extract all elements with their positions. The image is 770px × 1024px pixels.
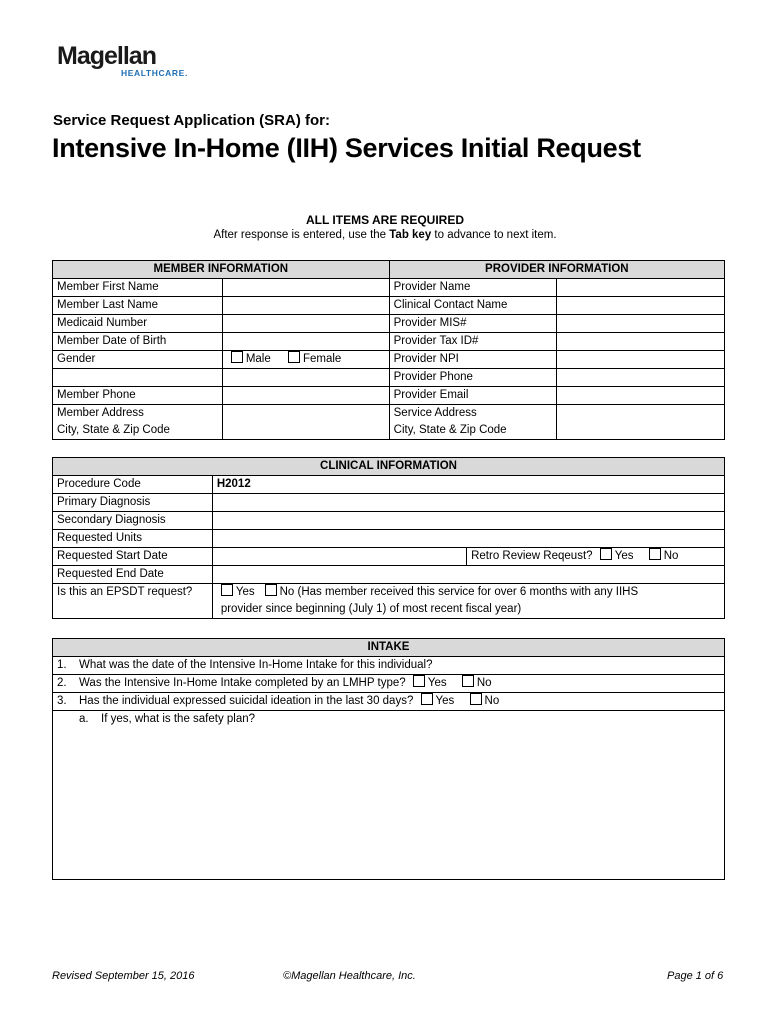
provider-city-label: City, State & Zip Code — [389, 422, 557, 440]
form-title: Intensive In-Home (IIH) Services Initial Request — [52, 133, 641, 163]
procedure-code-field[interactable]: H2012 — [212, 476, 724, 494]
clinical-info-heading: CLINICAL INFORMATION — [53, 458, 725, 476]
provider-name-label: Provider Name — [389, 279, 557, 297]
epsdt-line2: provider since beginning (July 1) of most recent fiscal year) — [220, 603, 522, 615]
epsdt-yes-checkbox[interactable] — [221, 584, 233, 596]
provider-phone-label: Provider Phone — [389, 369, 557, 387]
member-last-name-field[interactable] — [222, 297, 389, 315]
medicaid-number-field[interactable] — [222, 315, 389, 333]
secondary-diagnosis-label: Secondary Diagnosis — [53, 512, 213, 530]
provider-info-heading: PROVIDER INFORMATION — [389, 261, 724, 279]
provider-npi-field[interactable] — [557, 351, 725, 369]
procedure-code-label: Procedure Code — [53, 476, 213, 494]
epsdt-yes-label: Yes — [235, 586, 255, 598]
clinical-contact-label: Clinical Contact Name — [389, 297, 557, 315]
end-date-field[interactable] — [212, 566, 724, 584]
retro-no-checkbox[interactable] — [649, 548, 661, 560]
retro-review-label: Retro Review Reqeust? — [471, 550, 593, 562]
q3-no-checkbox[interactable] — [470, 693, 482, 705]
epsdt-label: Is this an EPSDT request? — [53, 584, 213, 619]
service-address-field[interactable] — [557, 405, 725, 440]
retro-review — [467, 548, 725, 566]
service-address-label: Service Address — [389, 405, 557, 423]
clinical-contact-field[interactable] — [557, 297, 725, 315]
retro-yes-checkbox[interactable] — [600, 548, 612, 560]
intake-q3: 3. Has the individual expressed suicidal ideation in the last 30 days? Yes No — [53, 693, 725, 711]
requested-units-label: Requested Units — [53, 530, 213, 548]
form-subtitle: Service Request Application (SRA) for: — [53, 112, 330, 129]
page-number: Page 1 of 6 — [667, 970, 724, 982]
provider-email-label: Provider Email — [389, 387, 557, 405]
intake-heading: INTAKE — [53, 639, 725, 657]
end-date-label: Requested End Date — [53, 566, 213, 584]
member-address-field[interactable] — [222, 405, 389, 440]
provider-tax-field[interactable] — [557, 333, 725, 351]
retro-yes-label: Yes — [614, 550, 634, 562]
member-first-name-field[interactable] — [222, 279, 389, 297]
female-checkbox[interactable] — [288, 351, 300, 363]
start-date-field[interactable] — [212, 548, 466, 566]
provider-mis-field[interactable] — [557, 315, 725, 333]
safety-plan-field[interactable]: a. If yes, what is the safety plan? — [53, 711, 725, 880]
medicaid-number-label: Medicaid Number — [53, 315, 223, 333]
provider-email-field[interactable] — [557, 387, 725, 405]
member-dob-label: Member Date of Birth — [53, 333, 223, 351]
member-address-label: Member Address — [53, 405, 223, 423]
revised-date: Revised September 15, 2016 — [52, 970, 195, 982]
magellan-logo — [57, 42, 156, 71]
member-last-name-label: Member Last Name — [53, 297, 223, 315]
provider-npi-label: Provider NPI — [389, 351, 557, 369]
primary-diagnosis-label: Primary Diagnosis — [53, 494, 213, 512]
provider-name-field[interactable] — [557, 279, 725, 297]
retro-no-label: No — [663, 550, 679, 562]
intake-table — [52, 638, 725, 880]
member-dob-field[interactable] — [222, 333, 389, 351]
blank-row-field[interactable] — [222, 369, 389, 387]
female-label: Female — [302, 353, 342, 365]
primary-diagnosis-field[interactable] — [212, 494, 724, 512]
member-provider-table — [52, 260, 725, 440]
requested-units-field[interactable] — [212, 530, 724, 548]
start-date-label: Requested Start Date — [53, 548, 213, 566]
gender-label: Gender — [53, 351, 223, 369]
intake-q1[interactable]: 1. What was the date of the Intensive In-Home Intake for this individual? — [53, 657, 725, 675]
provider-tax-label: Provider Tax ID# — [389, 333, 557, 351]
member-phone-label: Member Phone — [53, 387, 223, 405]
member-city-label: City, State & Zip Code — [53, 422, 223, 440]
clinical-table — [52, 457, 725, 619]
q2-no-checkbox[interactable] — [462, 675, 474, 687]
epsdt-no-text: No (Has member received this service for over 6 months with any IIHS — [279, 586, 639, 598]
q2-yes-checkbox[interactable] — [413, 675, 425, 687]
member-info-heading: MEMBER INFORMATION — [53, 261, 390, 279]
tab-instruction: After response is entered, use the Tab key to advance to next item. — [213, 229, 557, 241]
q3-yes-checkbox[interactable] — [421, 693, 433, 705]
male-checkbox[interactable] — [231, 351, 243, 363]
provider-phone-field[interactable] — [557, 369, 725, 387]
copyright: ©Magellan Healthcare, Inc. — [283, 970, 416, 982]
logo-sub: HEALTHCARE. — [121, 68, 188, 78]
blank-row-label — [53, 369, 223, 387]
epsdt-no-checkbox[interactable] — [265, 584, 277, 596]
epsdt-options — [212, 584, 724, 619]
member-phone-field[interactable] — [222, 387, 389, 405]
gender-options — [222, 351, 389, 369]
provider-mis-label: Provider MIS# — [389, 315, 557, 333]
intake-q2: 2. Was the Intensive In-Home Intake completed by an LMHP type? Yes No — [53, 675, 725, 693]
male-label: Male — [245, 353, 271, 365]
member-first-name-label: Member First Name — [53, 279, 223, 297]
secondary-diagnosis-field[interactable] — [212, 512, 724, 530]
required-notice: ALL ITEMS ARE REQUIRED — [305, 213, 464, 227]
logo-name: Magellan — [57, 42, 156, 70]
